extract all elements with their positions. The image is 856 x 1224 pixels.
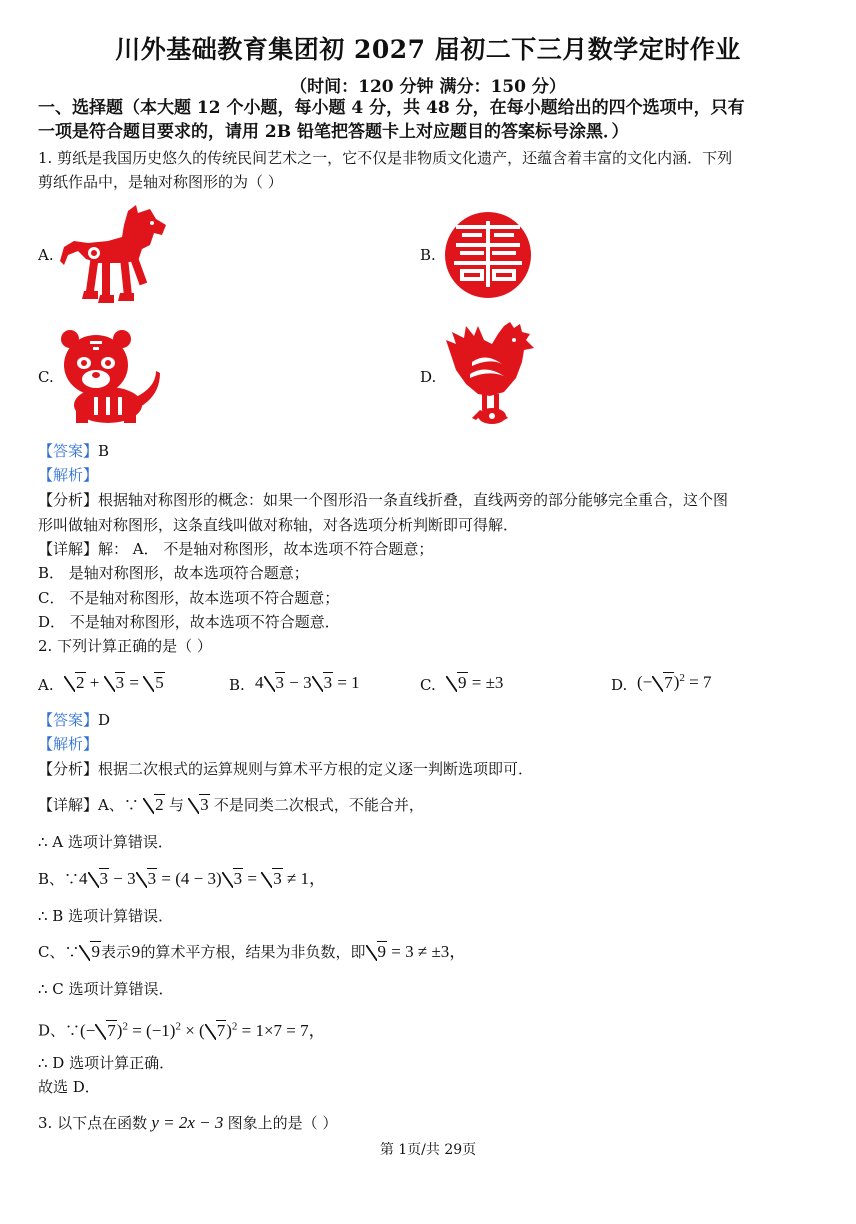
- answer-tag: 【答案】: [38, 442, 99, 460]
- detail-a-prefix: 【详解】A、∵: [38, 796, 139, 814]
- q2-option-a-expression: 2 + 3 = 5: [64, 673, 165, 693]
- q2-answer-value: D: [98, 711, 111, 729]
- section-heading-line1: 一、选择题（本大题 12 个小题，每小题 4 分，共 48 分，在每小题给出的四个选项中，只有: [38, 98, 745, 118]
- q3-stem: 3. 以下点在函数 y = 2x − 3 图象上的是（ ）: [38, 1113, 338, 1132]
- detail-b-prefix: B、∵: [38, 870, 80, 888]
- q2-option-c-expression: 9 = ±3: [446, 673, 503, 693]
- tiger-papercut-icon: [60, 327, 162, 425]
- detail-d-prefix: D、∵: [38, 1021, 81, 1040]
- q1-answer-value: B: [98, 442, 110, 460]
- page-number: 第 1页/共 29页: [379, 1142, 477, 1158]
- q2-option-a-label: A.: [38, 676, 54, 694]
- double-happiness-papercut-icon: [444, 211, 532, 299]
- q2-conclusion-b: ∴ B 选项计算错误．: [38, 907, 174, 925]
- q2-detail-b: B、∵4 3 − 3 3 = (4 − 3) 3 = 3 ≠ 1，: [38, 869, 327, 888]
- answer-tag: 【答案】: [38, 711, 99, 729]
- q2-option-b-label: B.: [229, 676, 245, 694]
- q1-answer: [38, 441, 820, 461]
- q1-stem-line1: 1. 剪纸是我国历史悠久的传统民间艺术之一，它不仅是非物质文化遗产，还蕴含着丰富的文化内涵．下列: [38, 149, 733, 167]
- q1-option-d-label: D.: [420, 368, 437, 386]
- q2-option-d-label: D.: [611, 676, 628, 694]
- q2-detail-d: D、∵(− $7)^2 = (-1)^2$ × ( 7)$^2$ = 1×7 = 7，: [38, 1020, 326, 1040]
- q1-detail-line1: 【详解】解： A． 不是轴对称图形，故本选项不符合题意；: [38, 540, 434, 558]
- q1-option-a-label: A.: [38, 246, 54, 264]
- q1-option-b-label: B.: [420, 246, 436, 264]
- page-title: 川外基础教育集团初 2027 届初二下三月数学定时作业: [115, 35, 741, 64]
- horse-papercut-icon: [58, 203, 170, 307]
- q1-detail-line2: B． 是轴对称图形，故本选项符合题意；: [38, 564, 309, 582]
- q2-detail-a: 【详解】A、∵ 2 与 3 不是同类二次根式，不能合并，: [38, 795, 424, 814]
- q1-analysis-line1: 【分析】根据轴对称图形的概念：如果一个图形沿一条直线折叠，直线两旁的部分能够完全重合，这个图: [38, 491, 729, 509]
- q1-detail-line4: D． 不是轴对称图形，故本选项不符合题意．: [38, 613, 340, 631]
- q1-stem-line2: 剪纸作品中，是轴对称图形的为（ ）: [38, 173, 283, 191]
- q2-analysis: 【分析】根据二次根式的运算规则与算术平方根的定义逐一判断选项即可．: [38, 760, 534, 778]
- section-heading-line2: 一项是符合题目要求的，请用 2B 铅笔把答题卡上对应题目的答案标号涂黑．）: [38, 122, 629, 142]
- q2-conclusion-a: ∴ A 选项计算错误．: [38, 833, 173, 851]
- q1-option-c-label: C.: [38, 368, 54, 386]
- q2-analysis-tag: 【解析】: [38, 735, 99, 753]
- q2-conclusion-d: ∴ D 选项计算正确．: [38, 1054, 175, 1072]
- q2-final: 故选 D．: [38, 1078, 100, 1096]
- exam-info: （时间：120 分钟 满分：150 分）: [290, 77, 566, 97]
- q1-detail-line3: C． 不是轴对称图形，故本选项不符合题意；: [38, 589, 340, 607]
- q3-stem-suffix: 图象上的是（ ）: [227, 1114, 338, 1132]
- q2-option-b-expression: 4 3 − 3 3 = 1: [255, 673, 360, 692]
- detail-c-prefix: C、∵: [38, 943, 80, 961]
- q2-option-d-expression: (− 7)$^2$ = 7: [637, 672, 712, 692]
- q3-stem-prefix: 3. 以下点在函数: [38, 1114, 148, 1132]
- q2-answer: [38, 710, 820, 730]
- detail-c-mid: 表示9的算术平方根，结果为非负数，即: [100, 943, 366, 961]
- rooster-papercut-icon: [442, 322, 536, 428]
- detail-a-mid: 与: [168, 796, 184, 814]
- q2-option-c-label: C.: [420, 676, 436, 694]
- q2-conclusion-c: ∴ C 选项计算错误．: [38, 980, 174, 998]
- detail-a-suffix: 不是同类二次根式，不能合并，: [213, 796, 424, 814]
- q1-analysis-tag: 【解析】: [38, 466, 99, 484]
- q2-stem: 2. 下列计算正确的是（ ）: [38, 637, 212, 655]
- q2-detail-c: C、∵ 9表示9的算术平方根，结果为非负数，即 9 = 3 ≠ ±3，: [38, 942, 467, 961]
- q1-analysis-line2: 形叫做轴对称图形，这条直线叫做对称轴，对各选项分析判断即可得解．: [38, 516, 519, 534]
